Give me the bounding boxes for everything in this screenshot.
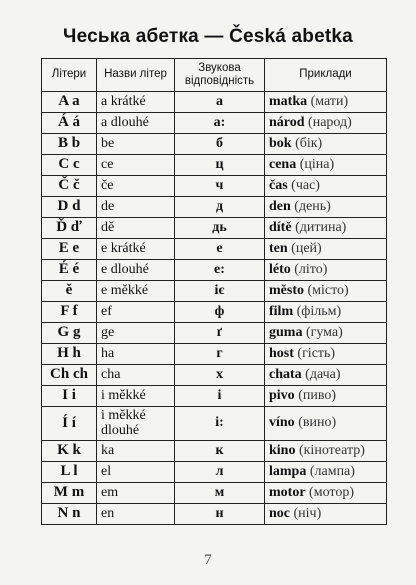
sound-cell: е: <box>175 260 265 281</box>
example-ukrainian-translation: (гума) <box>305 324 343 340</box>
sound-cell: і <box>175 386 265 407</box>
example-cell <box>265 197 387 218</box>
letter-name-cell: a dlouhé <box>97 113 175 134</box>
letter-name-cell: be <box>97 134 175 155</box>
letter-name-cell: el <box>97 462 175 483</box>
table-row <box>42 483 387 504</box>
example-ukrainian-translation: (пиво) <box>298 387 337 403</box>
sound-cell: а <box>175 92 265 113</box>
example-czech-word: chata <box>269 366 302 382</box>
page-title: Чеська абетка — Česká abetka <box>63 26 353 47</box>
example-cell <box>265 344 387 365</box>
letter-cell: M m <box>42 483 97 504</box>
sound-cell: м <box>175 483 265 504</box>
letter-cell: Í í <box>42 407 97 441</box>
example-czech-word: cena <box>269 156 297 172</box>
table-row <box>42 281 387 302</box>
example-czech-word: víno <box>269 415 295 431</box>
letter-cell: Č č <box>42 176 97 197</box>
example-cell <box>265 407 387 441</box>
example-ukrainian-translation: (час) <box>291 177 320 193</box>
table-row <box>42 344 387 365</box>
letter-cell: Ď ď <box>42 218 97 239</box>
table-row <box>42 197 387 218</box>
example-cell <box>265 323 387 344</box>
example-ukrainian-translation: (фільм) <box>296 303 342 319</box>
example-czech-word: host <box>269 345 294 361</box>
table-row <box>42 407 387 441</box>
example-czech-word: kino <box>269 442 296 458</box>
sound-cell: ч <box>175 176 265 197</box>
page-number: 7 <box>204 552 212 568</box>
example-ukrainian-translation: (ціна) <box>299 156 335 172</box>
example-czech-word: pivo <box>269 387 295 403</box>
letter-name-cell: a krátké <box>97 92 175 113</box>
example-czech-word: matka <box>269 93 308 109</box>
sound-cell: б <box>175 134 265 155</box>
example-ukrainian-translation: (ніч) <box>293 505 322 521</box>
example-cell <box>265 113 387 134</box>
letter-cell: K k <box>42 441 97 462</box>
sound-cell: х <box>175 365 265 386</box>
example-ukrainian-translation: (вино) <box>298 415 337 431</box>
example-ukrainian-translation: (бік) <box>295 135 323 151</box>
example-cell <box>265 462 387 483</box>
example-cell <box>265 504 387 525</box>
letter-name-cell: dě <box>97 218 175 239</box>
letter-cell: F f <box>42 302 97 323</box>
sound-cell: а: <box>175 113 265 134</box>
table-row <box>42 302 387 323</box>
example-czech-word: ten <box>269 240 288 256</box>
example-czech-word: město <box>269 282 304 298</box>
sound-cell: і: <box>175 407 265 441</box>
example-czech-word: bok <box>269 135 292 151</box>
table-row <box>42 92 387 113</box>
example-ukrainian-translation: (дача) <box>305 366 341 382</box>
example-cell <box>265 386 387 407</box>
letter-name-cell: i měkké <box>97 386 175 407</box>
example-cell <box>265 176 387 197</box>
example-cell <box>265 302 387 323</box>
table-header-row <box>42 59 387 92</box>
table-row <box>42 441 387 462</box>
example-ukrainian-translation: (місто) <box>307 282 349 298</box>
example-ukrainian-translation: (дитина) <box>295 219 347 235</box>
letter-cell: C c <box>42 155 97 176</box>
letter-cell: I i <box>42 386 97 407</box>
example-cell <box>265 483 387 504</box>
letter-cell: É é <box>42 260 97 281</box>
table-row <box>42 504 387 525</box>
example-czech-word: guma <box>269 324 303 340</box>
letter-cell: N n <box>42 504 97 525</box>
letter-name-cell: e měkké <box>97 281 175 302</box>
letter-name-cell: i měkké dlouhé <box>97 407 175 441</box>
letter-name-cell: ka <box>97 441 175 462</box>
table-body <box>42 92 387 525</box>
example-czech-word: noc <box>269 505 290 521</box>
example-czech-word: film <box>269 303 294 319</box>
letter-cell: H h <box>42 344 97 365</box>
example-cell <box>265 155 387 176</box>
letter-name-cell: em <box>97 483 175 504</box>
example-czech-word: dítě <box>269 219 292 235</box>
example-cell <box>265 260 387 281</box>
sound-cell: г <box>175 344 265 365</box>
letter-name-cell: če <box>97 176 175 197</box>
letter-cell: ě <box>42 281 97 302</box>
sound-cell: ф <box>175 302 265 323</box>
table-row <box>42 323 387 344</box>
alphabet-table <box>41 58 387 525</box>
example-czech-word: lampa <box>269 463 307 479</box>
sound-cell: дь <box>175 218 265 239</box>
table-row <box>42 113 387 134</box>
example-ukrainian-translation: (кінотеатр) <box>298 442 365 458</box>
table-row <box>42 462 387 483</box>
table-row <box>42 155 387 176</box>
table-row <box>42 386 387 407</box>
header-sound: Звукова відповідність <box>175 59 265 92</box>
example-cell <box>265 92 387 113</box>
example-ukrainian-translation: (лампа) <box>309 463 355 479</box>
table-row <box>42 365 387 386</box>
example-ukrainian-translation: (літо) <box>294 261 328 277</box>
letter-name-cell: ha <box>97 344 175 365</box>
example-czech-word: den <box>269 198 291 214</box>
sound-cell: іє <box>175 281 265 302</box>
example-ukrainian-translation: (гість) <box>297 345 336 361</box>
example-cell <box>265 134 387 155</box>
letter-cell: L l <box>42 462 97 483</box>
letter-name-cell: ef <box>97 302 175 323</box>
sound-cell: е <box>175 239 265 260</box>
sound-cell: к <box>175 441 265 462</box>
example-cell <box>265 281 387 302</box>
example-ukrainian-translation: (цей) <box>291 240 322 256</box>
letter-cell: A a <box>42 92 97 113</box>
sound-cell: л <box>175 462 265 483</box>
letter-name-cell: en <box>97 504 175 525</box>
example-czech-word: národ <box>269 114 305 130</box>
header-examples: Приклади <box>265 59 387 92</box>
example-ukrainian-translation: (день) <box>294 198 331 214</box>
sound-cell: д <box>175 197 265 218</box>
table-row <box>42 239 387 260</box>
letter-cell: Ch ch <box>42 365 97 386</box>
table-row <box>42 218 387 239</box>
example-cell <box>265 365 387 386</box>
header-letters: Літери <box>42 59 97 92</box>
example-ukrainian-translation: (мати) <box>310 93 349 109</box>
example-ukrainian-translation: (мотор) <box>309 484 354 500</box>
example-czech-word: motor <box>269 484 306 500</box>
letter-name-cell: de <box>97 197 175 218</box>
letter-name-cell: e krátké <box>97 239 175 260</box>
letter-cell: G g <box>42 323 97 344</box>
sound-cell: ц <box>175 155 265 176</box>
letter-cell: Á á <box>42 113 97 134</box>
example-cell <box>265 218 387 239</box>
example-czech-word: léto <box>269 261 291 277</box>
table-row <box>42 134 387 155</box>
letter-name-cell: cha <box>97 365 175 386</box>
letter-cell: D d <box>42 197 97 218</box>
sound-cell: ґ <box>175 323 265 344</box>
example-czech-word: čas <box>269 177 288 193</box>
letter-cell: B b <box>42 134 97 155</box>
letter-name-cell: ce <box>97 155 175 176</box>
example-cell <box>265 441 387 462</box>
sound-cell: н <box>175 504 265 525</box>
header-names: Назви літер <box>97 59 175 92</box>
table-row <box>42 176 387 197</box>
letter-cell: E e <box>42 239 97 260</box>
example-cell <box>265 239 387 260</box>
letter-name-cell: ge <box>97 323 175 344</box>
example-ukrainian-translation: (народ) <box>308 114 352 130</box>
table-row <box>42 260 387 281</box>
letter-name-cell: e dlouhé <box>97 260 175 281</box>
